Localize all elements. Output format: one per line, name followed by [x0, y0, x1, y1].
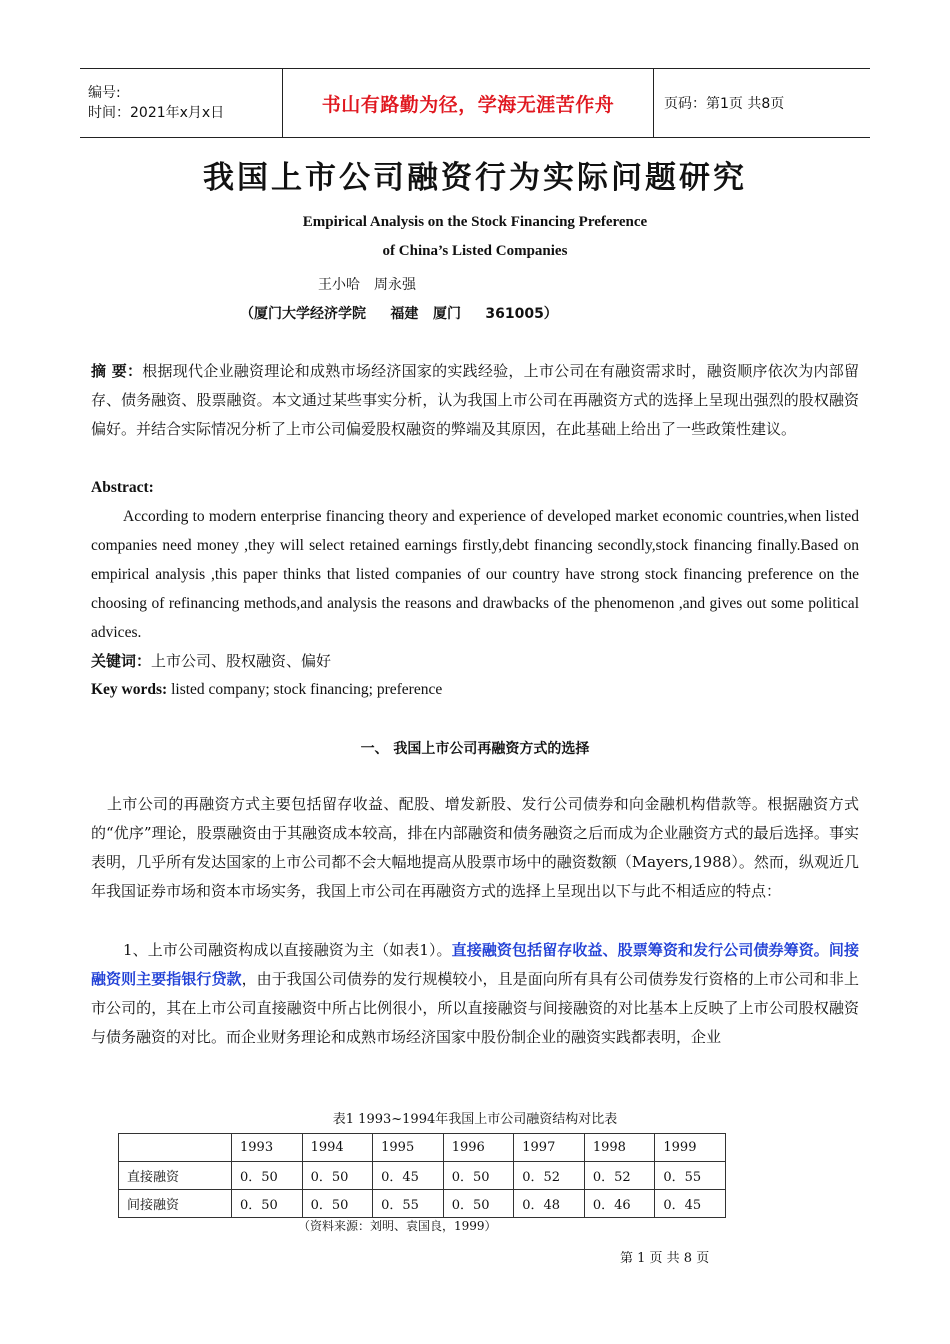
table-cell: 0．50	[232, 1190, 303, 1218]
abstract-cn-text: 根据现代企业融资理论和成熟市场经济国家的实践经验，上市公司在有融资需求时，融资顺序依次为内部留存、债务融资、股票融资。本文通过某些事实分析，认为我国上市公司在再融资方式的选择上呈现出强烈的股权融资偏好。并结合实际情况分析了上市公司偏爱股权融资的弊端及其原因，在此基础上给出了一些政策性建议。	[91, 362, 859, 438]
table-row	[119, 1162, 726, 1190]
english-title-line1: Empirical Analysis on the Stock Financing Preference	[302, 214, 648, 230]
section-heading: 一、 我国上市公司再融资方式的选择	[360, 741, 590, 757]
table-source: （资料来源：刘明、袁国良，1999）	[298, 1219, 497, 1233]
table-cell: 0．55	[655, 1162, 726, 1190]
keywords-en-label: Key words:	[91, 681, 168, 698]
abstract-cn-label: 摘 要：	[91, 362, 143, 380]
document-number-label: 编号:	[88, 85, 121, 101]
table-cell: 0．52	[584, 1162, 655, 1190]
body-paragraph-2	[91, 936, 859, 1052]
header-left-cell	[80, 69, 282, 137]
para2-highlight: 直接融资包括留存收益、股票筹资和发行公司债券筹资。间接融资则主要指银行贷款	[91, 941, 859, 988]
keywords-en	[91, 675, 859, 704]
table-row	[119, 1134, 726, 1162]
abstract-en-text: According to modern enterprise financing theory and experience of developed market economic countries,when listed companies need money ,they will select retained earnings firstly,debt financing secondly,stock financing finally.Based on empirical analysis ,this paper thinks that listed companies of our country have strong stock financing preference on the choosing of refinancing methods,and analysis the reasons and drawbacks of the phenomenon ,and gives out some political advices.	[91, 508, 859, 641]
table-cell: 1998	[584, 1134, 655, 1162]
table-cell: 直接融资	[119, 1162, 232, 1190]
keywords-cn-label: 关键词：	[91, 652, 152, 670]
table-cell: 间接融资	[119, 1190, 232, 1218]
keywords-en-text: listed company; stock financing; preference	[167, 681, 443, 698]
paper-title: 我国上市公司融资行为实际问题研究	[203, 160, 747, 196]
abstract-cn	[91, 357, 859, 444]
page-header	[80, 68, 870, 138]
author-name: 周永强	[374, 277, 416, 293]
table-cell: 0．46	[584, 1190, 655, 1218]
abstract-en-label: Abstract:	[91, 479, 154, 496]
table-cell: 0．50	[443, 1190, 514, 1218]
table-cell: 1999	[655, 1134, 726, 1162]
para2-lead: 1、上市公司融资构成以直接融资为主（如表1）。	[123, 941, 452, 959]
header-page-cell	[654, 69, 870, 137]
para2-rest: ，由于我国公司债券的发行规模较小，且是面向所有具有公司债券发行资格的上市公司和非上市公司的，其在上市公司直接融资中所占比例很小，所以直接融资与间接融资的对比基本上反映了上市公司股权融资与债务融资的对比。而企业财务理论和成熟市场经济国家中股份制企业的融资实践都表明，企业	[91, 970, 859, 1046]
page-footer: 第 1 页 共 8 页	[620, 1251, 710, 1266]
table-row	[119, 1190, 726, 1218]
table-cell: 1995	[373, 1134, 444, 1162]
keywords-cn	[91, 647, 859, 676]
authors	[318, 274, 416, 294]
financing-structure-table	[118, 1133, 726, 1218]
table-cell	[119, 1134, 232, 1162]
table-cell: 0．50	[443, 1162, 514, 1190]
table-cell: 1996	[443, 1134, 514, 1162]
affiliation: （厦门大学经济学院 福建 厦门 361005）	[240, 306, 558, 322]
document-time-label: 时间：2021年x月x日	[88, 105, 225, 121]
table-cell: 0．50	[302, 1190, 373, 1218]
table-cell: 0．50	[232, 1162, 303, 1190]
table-cell: 1994	[302, 1134, 373, 1162]
table-cell: 1993	[232, 1134, 303, 1162]
keywords-cn-text: 上市公司、股权融资、偏好	[151, 652, 332, 670]
english-title-line2: of China’s Listed Companies	[382, 243, 568, 259]
table-caption: 表1 1993~1994年我国上市公司融资结构对比表	[332, 1112, 618, 1127]
header-page-label: 页码：第1页 共8页	[664, 96, 785, 112]
table-cell: 0．55	[373, 1190, 444, 1218]
table-cell: 0．52	[514, 1162, 585, 1190]
author-name: 王小哈	[318, 277, 360, 293]
table-cell: 0．48	[514, 1190, 585, 1218]
body-paragraph: 上市公司的再融资方式主要包括留存收益、配股、增发新股、发行公司债券和向金融机构借款等。根据融资方式的“优序”理论，股票融资由于其融资成本较高，排在内部融资和债务融资之后而成为企业融资方式的最后选择。事实表明，几乎所有发达国家的上市公司都不会大幅地提高从股票市场中的融资数额（Mayers,1988）。然而，纵观近几年我国证券市场和资本市场实务，我国上市公司在再融资方式的选择上呈现出以下与此不相适应的特点：	[91, 795, 859, 900]
table-cell: 1997	[514, 1134, 585, 1162]
header-motto-cell	[282, 69, 654, 137]
header-motto: 书山有路勤为径，学海无涯苦作舟	[321, 93, 615, 116]
table-cell: 0．50	[302, 1162, 373, 1190]
table-cell: 0．45	[655, 1190, 726, 1218]
table-cell: 0．45	[373, 1162, 444, 1190]
